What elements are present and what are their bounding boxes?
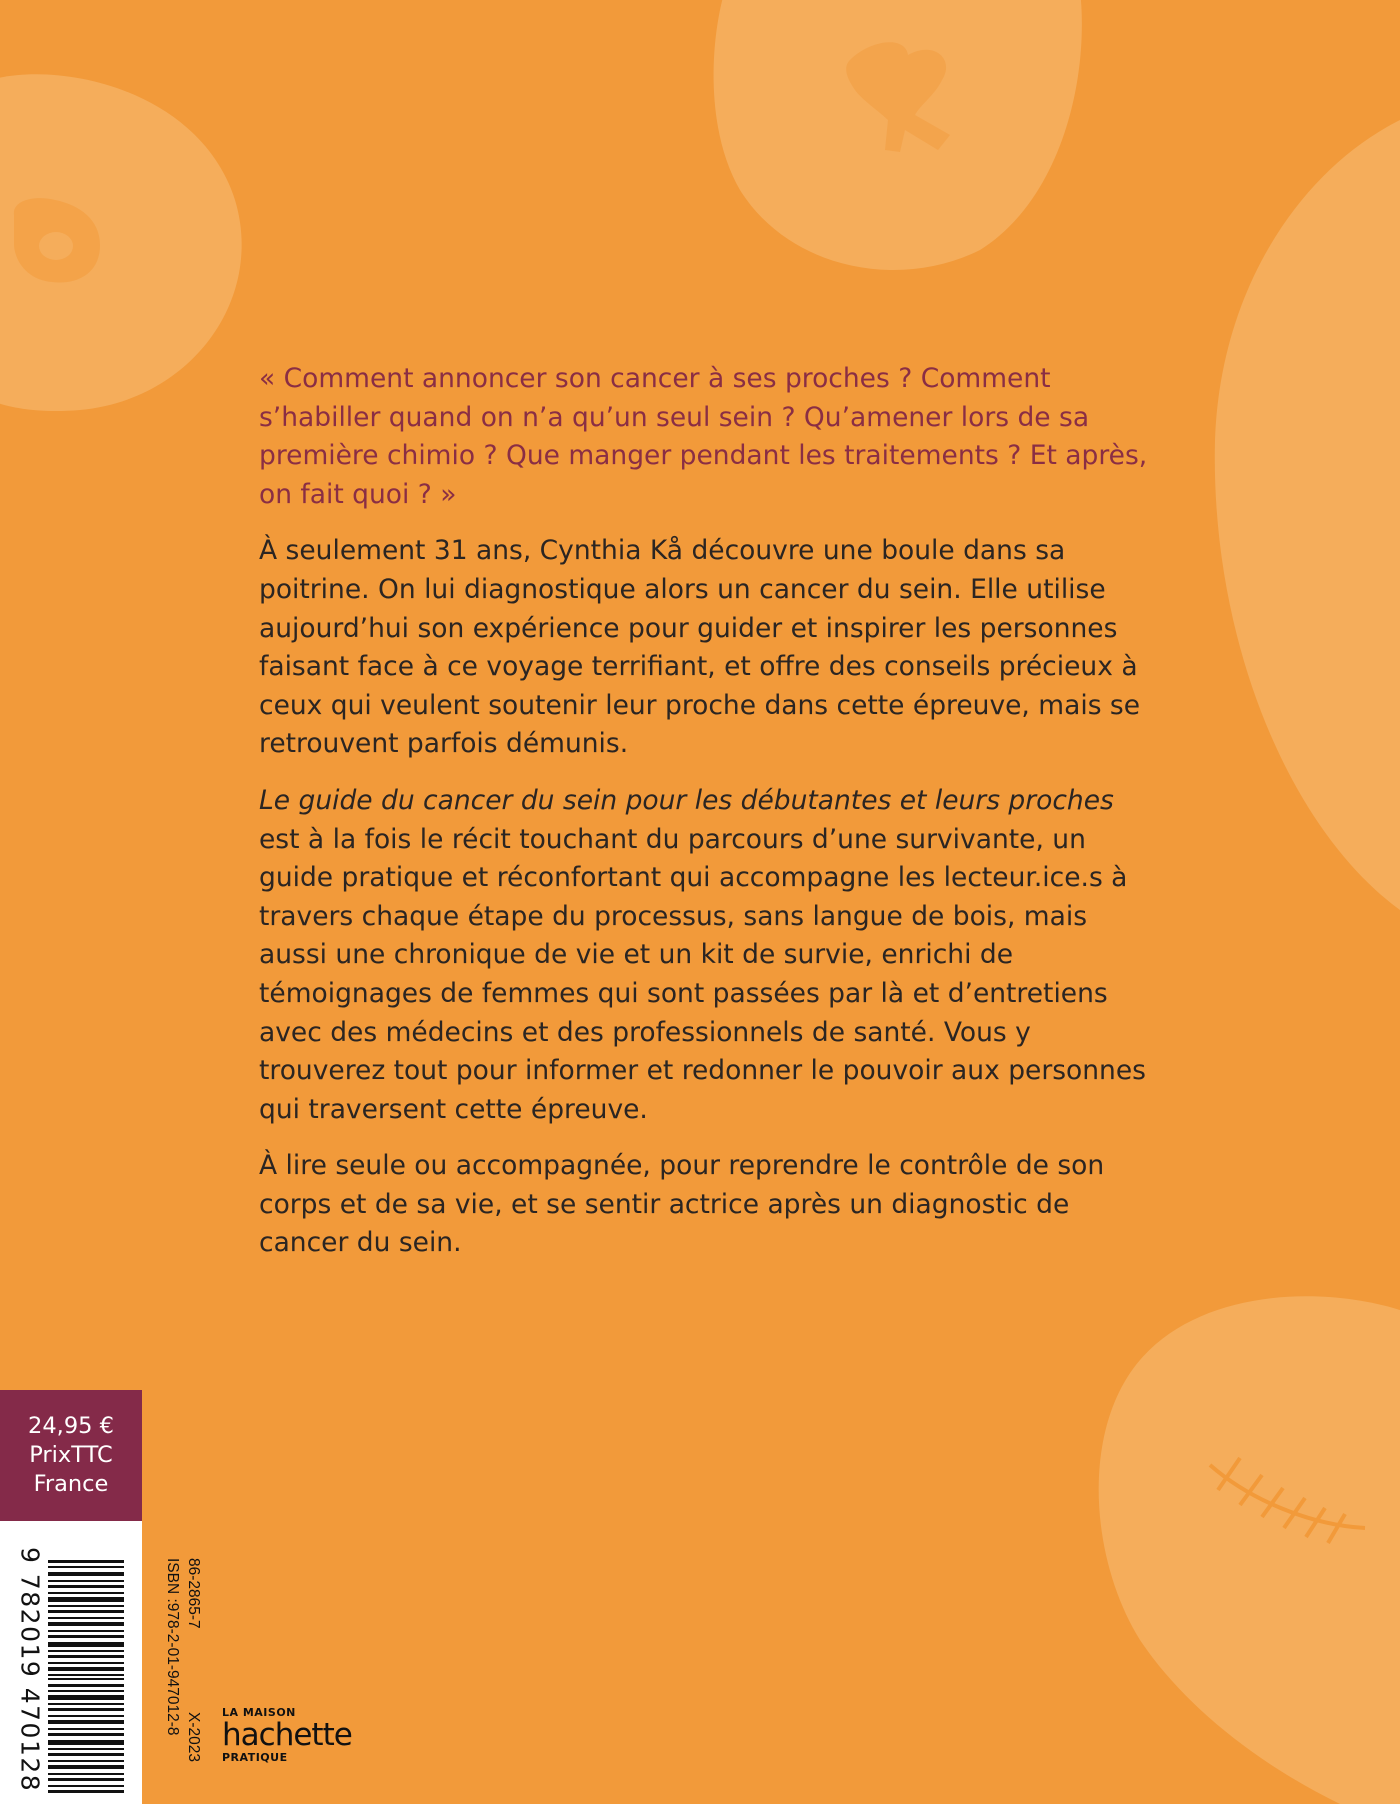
heart-ribbon-icon — [714, 0, 1082, 270]
isbn-code: 86-2865-7 — [185, 1558, 202, 1629]
body-paragraph-1: À seulement 31 ans, Cynthia Kå découvre une boule dans sa poitrine. On lui diagnostique alors un cancer du sein. Elle utilise aujourd’hui son expérience pour guider et inspirer les personnes faisant face à ce voyage terrifiant, et offre des conseils précieux à ceux qui veulent soutenir leur proche dans cette épreuve, mais se retrouvent parfois démunis. — [259, 535, 1141, 760]
scar-stitches-icon — [1099, 1296, 1400, 1804]
price-country: France — [33, 1471, 109, 1497]
body-paragraph-2 — [259, 782, 1159, 1129]
breast-blob-icon — [0, 74, 242, 411]
quote-paragraph: « Comment annoncer son cancer à ses proches ? Comment s’habiller quand on n’a qu’un seul sein ? Qu’amener lors de sa première chimio ? Que manger pendant les traitements ? Et après, on fait quoi ? » — [259, 363, 1148, 510]
publisher-brand: hachette — [222, 1717, 352, 1753]
publisher-pre: LA MAISON — [222, 1706, 296, 1719]
book-title-italic: Le guide du cancer du sein pour les débutantes et leurs proches — [259, 784, 1114, 816]
barcode-digits: 9 782019 470128 — [15, 1547, 45, 1793]
back-cover-text — [259, 360, 1159, 1263]
price-box — [0, 1390, 142, 1521]
barcode-icon — [48, 1560, 124, 1796]
publisher-post: PRATIQUE — [222, 1751, 288, 1764]
price-label: PrixTTC — [29, 1442, 113, 1468]
isbn-number: ISBN :978-2-01-947012-8 — [164, 1558, 181, 1736]
body-paragraph-3: À lire seule ou accompagnée, pour reprendre le contrôle de son corps et de sa vie, et se sentir actrice après un diagnostic de cancer du sein. — [259, 1150, 1105, 1259]
side-blob-shape — [1215, 120, 1400, 910]
price-amount: 24,95 € — [28, 1413, 114, 1439]
publisher-logo — [222, 1706, 352, 1764]
edition-code: X-2023 — [185, 1712, 202, 1762]
body-paragraph-2-text: est à la fois le récit touchant du parcours d’une survivante, un guide pratique et réconfortant qui accompagne les lecteur.ice.s à travers chaque étape du processus, sans langue de bois, mais aussi une chronique de vie et un kit de survie, enrichi de témoignages de femmes qui sont passées par là et d’entretiens avec des médecins et des professionnels de santé. Vous y trouverez tout pour informer et redonner le pouvoir aux personnes qui traversent cette épreuve. — [259, 823, 1146, 1125]
